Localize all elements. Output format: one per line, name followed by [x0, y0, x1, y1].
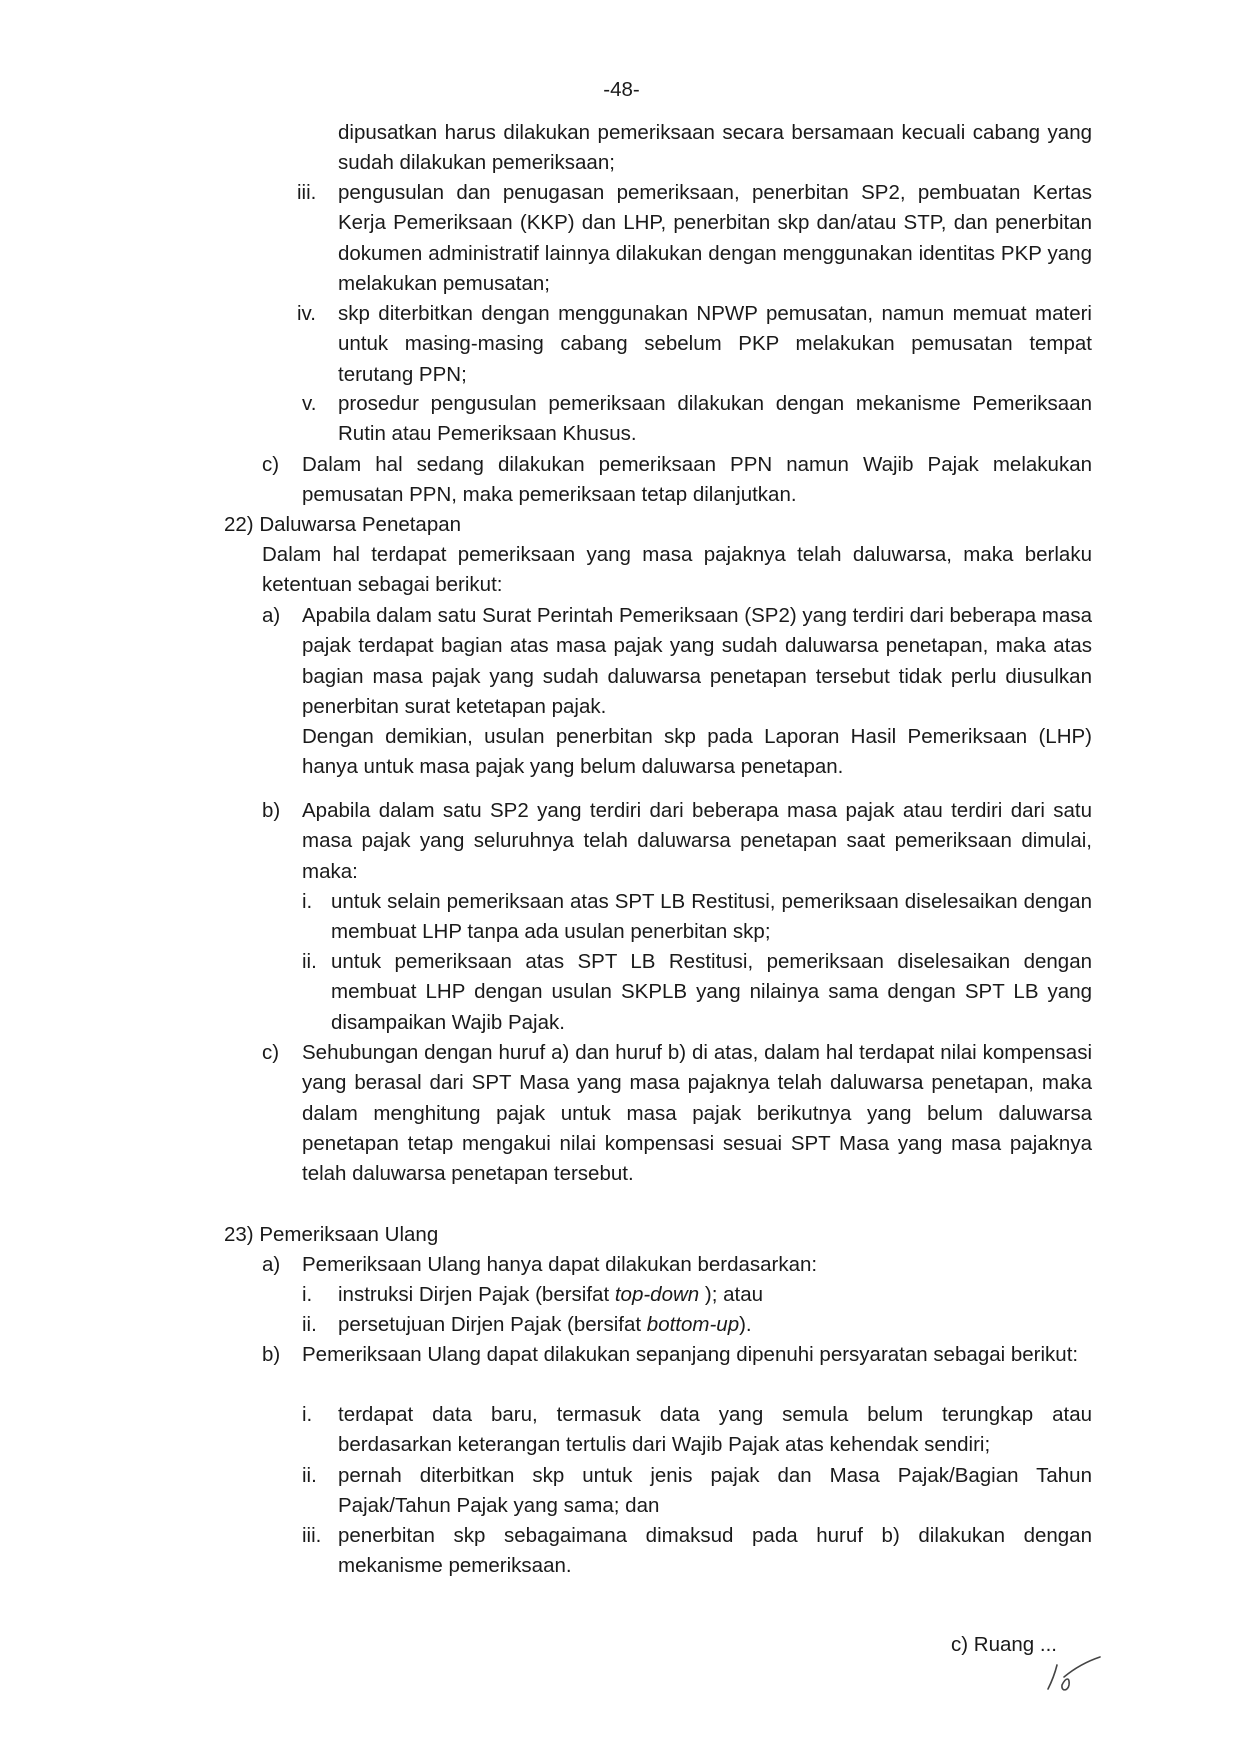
list-item: Sehubungan dengan huruf a) dan huruf b) di atas, dalam hal terdapat nilai kompensasi yang berasal dari SPT Masa yang masa pajaknya telah daluwarsa penetapan, maka dalam menghitung pajak untuk masa pajak berikutnya yang belum daluwarsa penetapan tetap mengakui nilai kompensasi sesuai SPT Masa yang masa pajaknya telah daluwarsa penetapan tersebut. — [302, 1041, 1092, 1186]
list-item: Apabila dalam satu SP2 yang terdiri dari beberapa masa pajak atau terdiri dari satu masa pajak yang seluruhnya telah daluwarsa penetapan saat pemeriksaan dimulai, maka: — [302, 799, 1092, 883]
item-label: b) — [262, 1343, 281, 1366]
item-label: b) — [262, 799, 281, 822]
item-label: ii. — [302, 1313, 317, 1336]
list-item: penerbitan skp sebagaimana dimaksud pada huruf b) dilakukan dengan mekanisme pemeriksaan. — [338, 1524, 1092, 1578]
item-label: i. — [302, 1283, 313, 1306]
item-label: v. — [302, 392, 317, 415]
list-item: untuk pemeriksaan atas SPT LB Restitusi, pemeriksaan diselesaikan dengan membuat LHP dengan usulan SKPLB yang nilainya sama dengan SPT LB yang disampaikan Wajib Pajak. — [331, 950, 1092, 1034]
section-intro: Dalam hal terdapat pemeriksaan yang masa pajaknya telah daluwarsa, maka berlaku ketentuan sebagai berikut: — [262, 543, 1092, 597]
list-item: untuk selain pemeriksaan atas SPT LB Restitusi, pemeriksaan diselesaikan dengan membuat LHP tanpa ada usulan penerbitan skp; — [331, 890, 1092, 944]
item-label: ii. — [302, 1464, 317, 1487]
list-item: pengusulan dan penugasan pemeriksaan, penerbitan SP2, pembuatan Kertas Kerja Pemeriksaan (KKP) dan LHP, penerbitan skp dan/atau STP, dan penerbitan dokumen administratif lainnya dilakukan dengan menggunakan identitas PKP yang melakukan pemusatan; — [338, 181, 1092, 295]
list-item: persetujuan Dirjen Pajak (bersifat bottom-up). — [338, 1313, 752, 1336]
item-label: iv. — [297, 302, 316, 325]
list-item: Dalam hal sedang dilakukan pemeriksaan PPN namun Wajib Pajak melakukan pemusatan PPN, maka pemeriksaan tetap dilanjutkan. — [302, 453, 1092, 507]
list-item: instruksi Dirjen Pajak (bersifat top-down ); atau — [338, 1283, 763, 1306]
paragraph: Apabila dalam satu Surat Perintah Pemeriksaan (SP2) yang terdiri dari beberapa masa pajak terdapat bagian atas masa pajak yang sudah daluwarsa penetapan, maka atas bagian masa pajak yang sudah daluwarsa penetapan tersebut tidak perlu diusulkan penerbitan surat ketetapan pajak. — [302, 604, 1092, 718]
item-label: a) — [262, 604, 281, 627]
paragraph-continuation: dipusatkan harus dilakukan pemeriksaan secara bersamaan kecuali cabang yang sudah dilakukan pemeriksaan; — [338, 121, 1092, 175]
list-item: skp diterbitkan dengan menggunakan NPWP pemusatan, namun memuat materi untuk masing-masing cabang sebelum PKP melakukan pemusatan tempat terutang PPN; — [338, 302, 1092, 386]
item-label: a) — [262, 1253, 281, 1276]
item-label: iii. — [297, 181, 317, 204]
handwritten-initial — [1042, 1655, 1102, 1697]
item-label: i. — [302, 1403, 313, 1426]
paragraph: Dengan demikian, usulan penerbitan skp pada Laporan Hasil Pemeriksaan (LHP) hanya untuk masa pajak yang belum daluwarsa penetapan. — [302, 725, 1092, 779]
list-item: Pemeriksaan Ulang hanya dapat dilakukan berdasarkan: — [302, 1253, 818, 1276]
item-label: iii. — [302, 1524, 322, 1547]
section-heading-22: 22) Daluwarsa Penetapan — [224, 513, 462, 536]
list-item: pernah diterbitkan skp untuk jenis pajak dan Masa Pajak/Bagian Tahun Pajak/Tahun Pajak yang sama; dan — [338, 1464, 1092, 1518]
list-item: terdapat data baru, termasuk data yang semula belum terungkap atau berdasarkan keterangan tertulis dari Wajib Pajak atas kehendak sendiri; — [338, 1403, 1092, 1457]
list-item — [302, 601, 1092, 783]
page-number: -48- — [603, 78, 640, 101]
item-label: i. — [302, 890, 313, 913]
emphasis: bottom-up — [646, 1313, 740, 1336]
item-label: c) — [262, 1041, 280, 1064]
catchword: c) Ruang ... — [951, 1633, 1057, 1656]
emphasis: top-down — [614, 1283, 700, 1306]
list-item: prosedur pengusulan pemeriksaan dilakukan dengan mekanisme Pemeriksaan Rutin atau Pemeriksaan Khusus. — [338, 392, 1092, 446]
item-label: c) — [262, 453, 280, 476]
item-label: ii. — [302, 950, 317, 973]
section-heading-23: 23) Pemeriksaan Ulang — [224, 1223, 439, 1246]
list-item: Pemeriksaan Ulang dapat dilakukan sepanjang dipenuhi persyaratan sebagai berikut: — [302, 1343, 1079, 1366]
